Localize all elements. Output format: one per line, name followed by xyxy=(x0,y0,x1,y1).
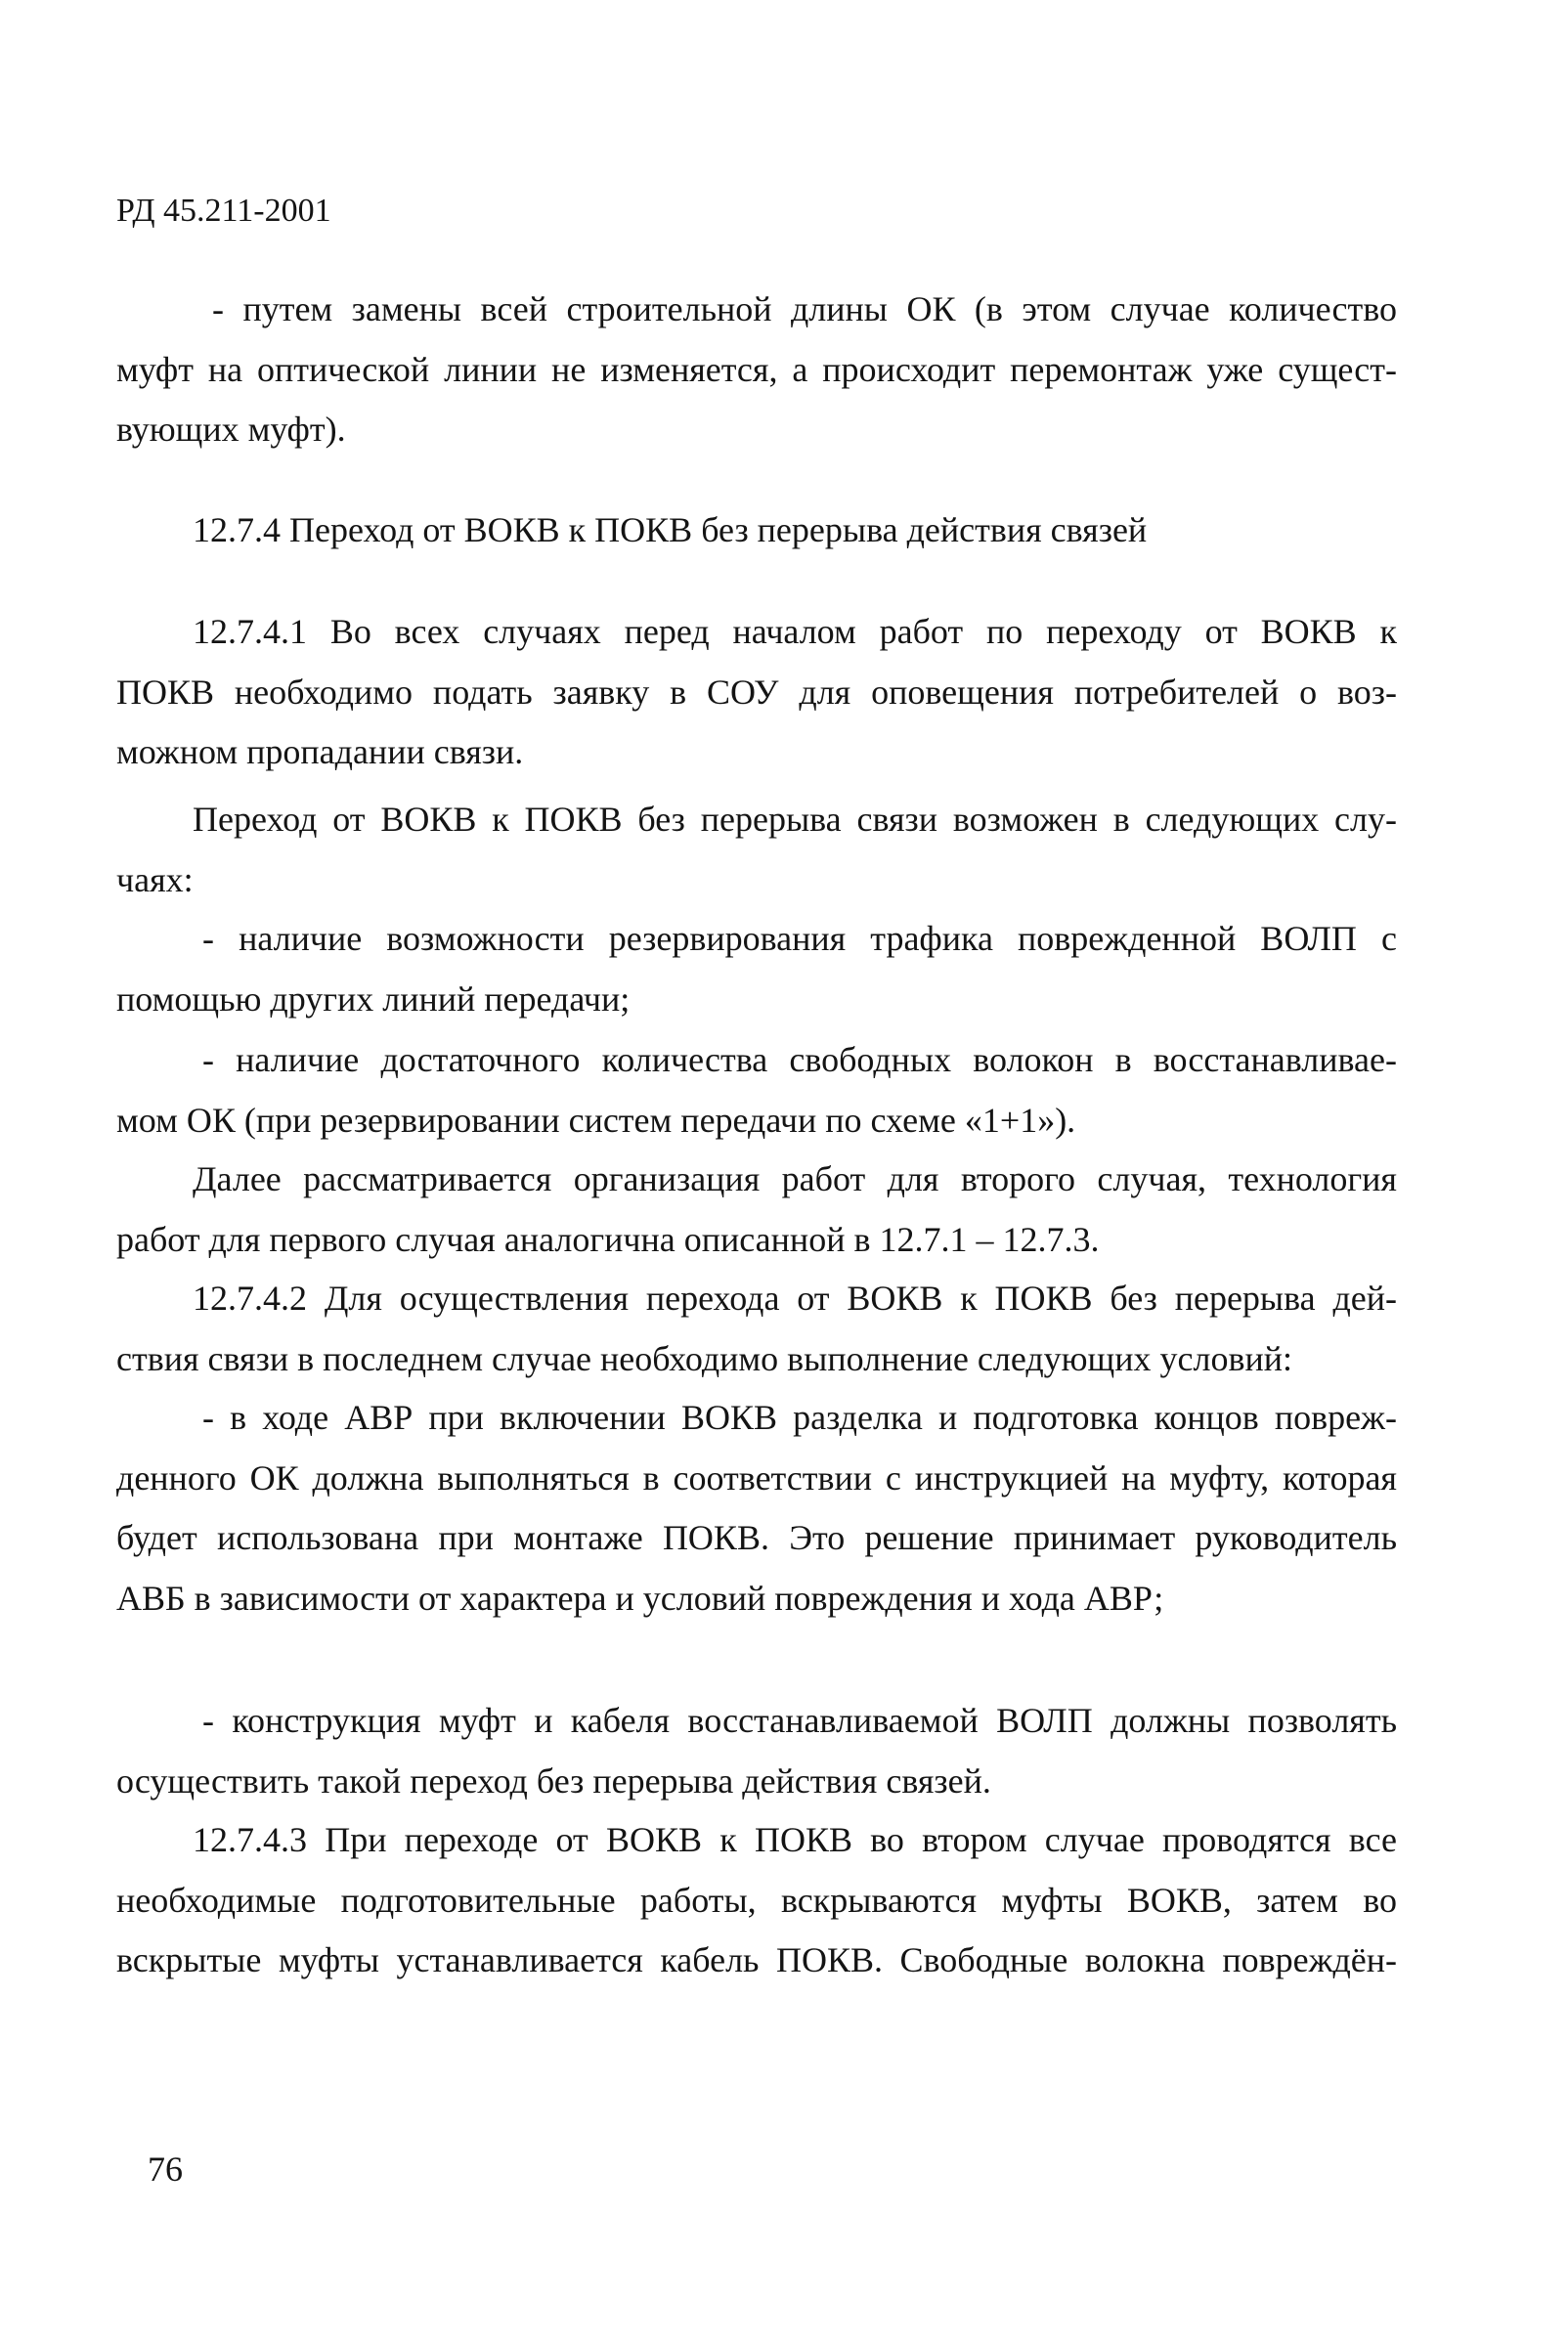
text-line: вующих муфт). xyxy=(116,410,346,449)
list-item-construction xyxy=(116,1691,1397,1811)
paragraph-cable-replacement xyxy=(116,280,1397,460)
heading-text: 12.7.4 Переход от ВОКВ к ПОКВ без перерыва действия связей xyxy=(193,510,1148,549)
text-line: мом ОК (при резервировании систем передачи по схеме «1+1»). xyxy=(116,1100,1076,1140)
paragraph-transition-cases xyxy=(116,790,1397,910)
text-line: будет использована при монтаже ПОКВ. Это решение принимает руководитель xyxy=(116,1518,1397,1557)
text-line: денного ОК должна выполняться в соответствии с инструкцией на муфту, которая xyxy=(116,1457,1397,1498)
text-line: работ для первого случая аналогична описанной в 12.7.1 – 12.7.3. xyxy=(116,1219,1100,1259)
text-line: вскрытые муфты устанавливается кабель ПОКВ. Свободные волокна повреждён- xyxy=(116,1940,1397,1979)
text-line: 12.7.4.3 При переходе от ВОКВ к ПОКВ во втором случае проводятся все xyxy=(193,1820,1397,1859)
page-number: 76 xyxy=(148,2150,183,2189)
text-line: ПОКВ необходимо подать заявку в СОУ для оповещения потребителей о воз- xyxy=(116,672,1397,712)
text-line: чаях: xyxy=(116,859,194,899)
list-item-avr-preparation xyxy=(116,1388,1397,1628)
text-line: - в ходе АВР при включении ВОКВ разделка и подготовка концов повреж- xyxy=(202,1398,1397,1437)
paragraph-12-7-4-2 xyxy=(116,1269,1397,1389)
section-heading-12-7-4 xyxy=(116,500,1397,561)
paragraph-second-case xyxy=(116,1150,1397,1270)
text-line: - наличие возможности резервирования трафика поврежденной ВОЛП с xyxy=(202,919,1397,958)
text-line: помощью других линий передачи; xyxy=(116,978,631,1019)
document-code-header: РД 45.211-2001 xyxy=(116,193,331,229)
text-line: можном пропадании связи. xyxy=(116,732,524,771)
text-line: необходимые подготовительные работы, вскрываются муфты ВОКВ, затем во xyxy=(116,1880,1397,1920)
text-line: ствия связи в последнем случае необходимо выполнение следующих условий: xyxy=(116,1338,1292,1378)
text-line: - наличие достаточного количества свободных волокон в восстанавливае- xyxy=(202,1040,1397,1079)
text-line: осуществить такой переход без перерыва действия связей. xyxy=(116,1760,991,1801)
text-line: - конструкция муфт и кабеля восстанавливаемой ВОЛП должны позволять xyxy=(202,1701,1397,1740)
text-line: муфт на оптической линии не изменяется, а происходит перемонтаж уже сущест- xyxy=(116,349,1397,389)
paragraph-12-7-4-1 xyxy=(116,602,1397,783)
list-item-traffic-reservation xyxy=(116,909,1397,1029)
list-item-free-fibers xyxy=(116,1030,1397,1151)
text-line: Далее рассматривается организация работ для второго случая, технология xyxy=(193,1159,1397,1198)
paragraph-12-7-4-3 xyxy=(116,1810,1397,1991)
text-line: АВБ в зависимости от характера и условий повреждения и хода АВР; xyxy=(116,1578,1164,1618)
text-line: Переход от ВОКВ к ПОКВ без перерыва связи возможен в следующих слу- xyxy=(193,800,1397,839)
text-line: - путем замены всей строительной длины ОК (в этом случае количество xyxy=(212,289,1397,328)
text-line: 12.7.4.1 Во всех случаях перед началом работ по переходу от ВОКВ к xyxy=(193,612,1397,651)
text-line: 12.7.4.2 Для осуществления перехода от ВОКВ к ПОКВ без перерыва дей- xyxy=(193,1279,1397,1318)
